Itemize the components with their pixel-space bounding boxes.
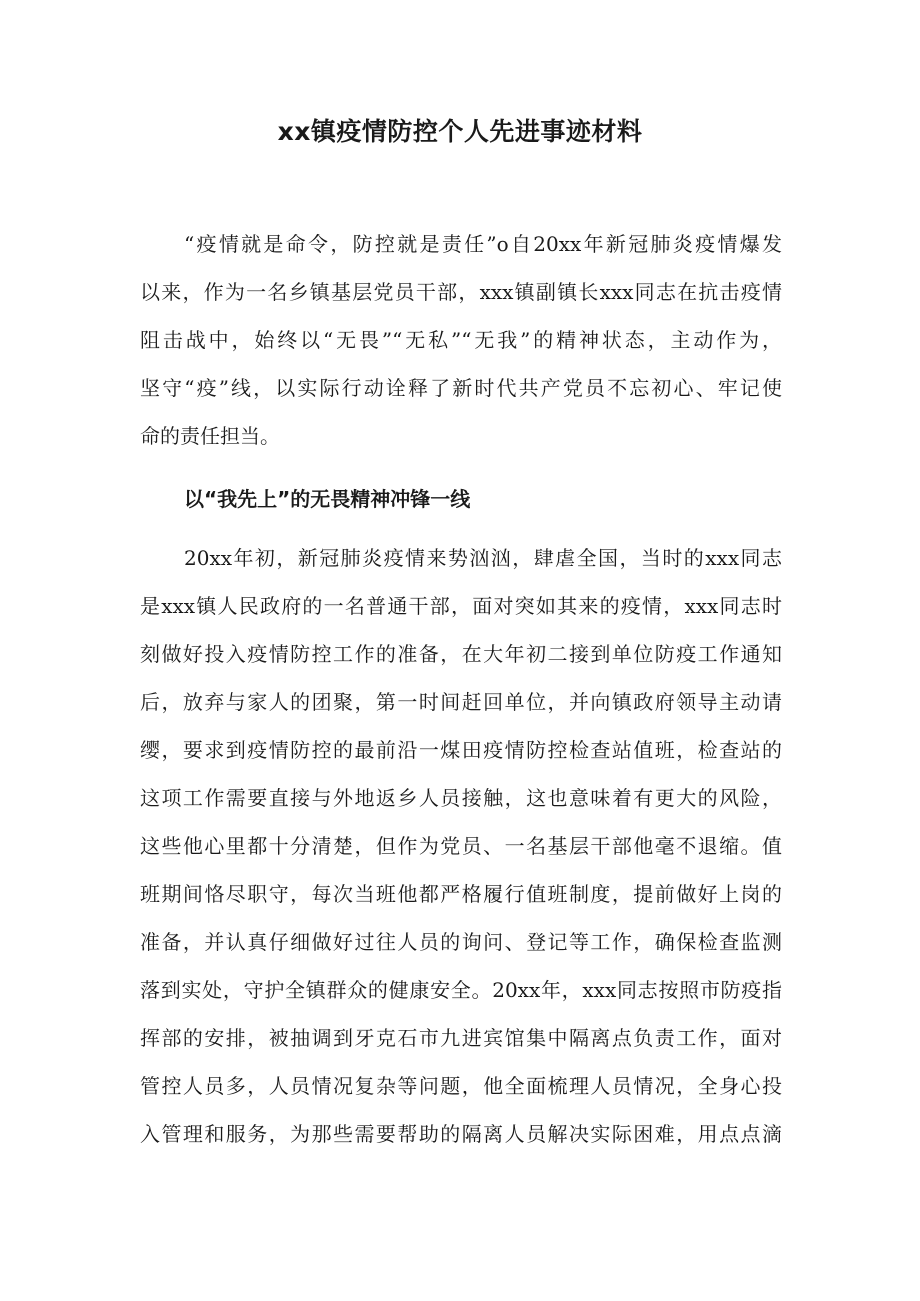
body-line: 落到实处，守护全镇群众的健康安全。20xx年，xxx同志按照市防疫指: [140, 978, 782, 1002]
intro-line: 坚守“疫”线，以实际行动诠释了新时代共产党员不忘初心、牢记使: [140, 376, 782, 400]
body-line: 管控人员多，人员情况复杂等问题，他全面梳理人员情况，全身心投: [140, 1074, 782, 1098]
body-line: 缨，要求到疫情防控的最前沿一煤田疫情防控检查站值班，检查站的: [140, 738, 782, 762]
body-line: 20xx年初，新冠肺炎疫情来势汹汹，肆虐全国，当时的xxx同志: [184, 546, 782, 570]
body-line: 刻做好投入疫情防控工作的准备，在大年初二接到单位防疫工作通知: [140, 642, 782, 666]
section-heading: 以“我先上”的无畏精神冲锋一线: [184, 487, 471, 511]
body-line: 这项工作需要直接与外地返乡人员接触，这也意味着有更大的风险，: [140, 786, 782, 810]
body-line: 班期间恪尽职守，每次当班他都严格履行值班制度，提前做好上岗的: [140, 882, 782, 906]
intro-line: 命的责任担当。: [140, 424, 280, 448]
intro-line: 以来，作为一名乡镇基层党员干部，xxx镇副镇长xxx同志在抗击疫情: [140, 280, 782, 304]
intro-line: “疫情就是命令，防控就是责任”o自20xx年新冠肺炎疫情爆发: [184, 232, 782, 256]
body-line: 是xxx镇人民政府的一名普通干部，面对突如其来的疫情，xxx同志时: [140, 594, 782, 618]
body-line: 这些他心里都十分清楚，但作为党员、一名基层干部他毫不退缩。值: [140, 834, 782, 858]
document-title: xx镇疫情防控个人先进事迹材料: [277, 117, 643, 146]
body-line: 后，放弃与家人的团聚，第一时间赶回单位，并向镇政府领导主动请: [140, 690, 782, 714]
intro-line: 阻击战中，始终以“无畏”“无私”“无我”的精神状态，主动作为，: [140, 328, 782, 352]
body-line: 挥部的安排，被抽调到牙克石市九进宾馆集中隔离点负责工作，面对: [140, 1026, 782, 1050]
body-line: 准备，并认真仔细做好过往人员的询问、登记等工作，确保检查监测: [140, 930, 782, 954]
body-line: 入管理和服务，为那些需要帮助的隔离人员解决实际困难，用点点滴: [140, 1122, 782, 1146]
